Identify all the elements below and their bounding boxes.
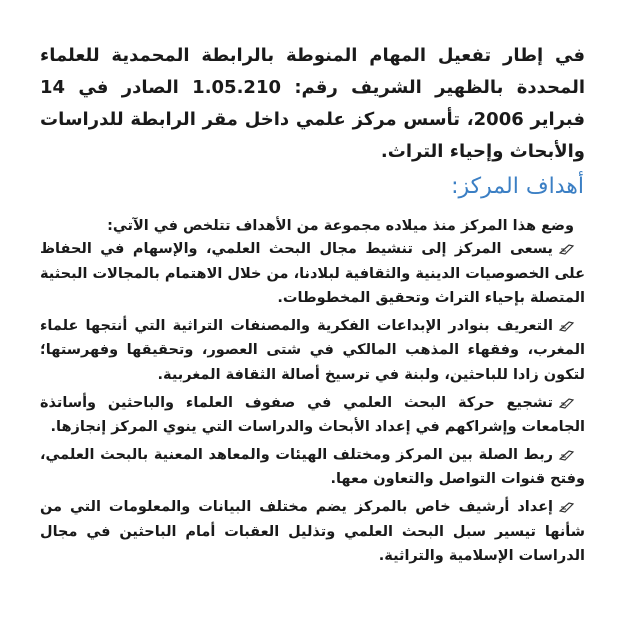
objective-item: [40, 237, 585, 311]
pen-nib-icon: [559, 449, 575, 461]
objectives-lead: وضع هذا المركز منذ ميلاده مجموعة من الأهداف تتلخص في الآتي:: [107, 218, 574, 234]
pen-nib-icon: [559, 243, 575, 255]
objectives-list: [40, 237, 585, 572]
objective-item: [40, 314, 585, 388]
objective-text: إعداد أرشيف خاص بالمركز يضم مختلف البيانات والمعلومات التي من شأنها تيسير سبل البحث العلمي وتذليل العقبات أمام الباحثين في مجال الدراسات الإسلامية والتراثية.: [40, 498, 585, 565]
pen-nib-icon: [559, 320, 575, 332]
objective-text: ربط الصلة بين المركز ومختلف الهيئات والمعاهد المعنية بالبحث العلمي، وفتح قنوات التواصل والتعاون معها.: [40, 446, 585, 488]
objective-item: [40, 495, 585, 569]
objective-text: تشجيع حركة البحث العلمي في صفوف العلماء والباحثين وأساتذة الجامعات وإشراكهم في إعداد الأبحاث والدراسات التي ينوي المركز إنجازها.: [40, 394, 585, 436]
pen-nib-icon: [559, 501, 575, 513]
objective-text: يسعى المركز إلى تنشيط مجال البحث العلمي، والإسهام في الحفاظ على الخصوصيات الدينية والثقافية لبلادنا، من خلال الاهتمام بالمجالات البحثية المتصلة بإحياء التراث وتحقيق المخطوطات.: [40, 241, 585, 307]
pen-nib-icon: [559, 397, 575, 409]
objectives-heading: أهداف المركز:: [451, 174, 584, 199]
intro-paragraph: في إطار تفعيل المهام المنوطة بالرابطة المحمدية للعلماء المحددة بالظهير الشريف رقم: 1.05.210 الصادر في 14 فبراير 2006، تأسس مركز علمي داخل مقر الرابطة للدراسات والأبحاث وإحياء التراث.: [40, 45, 585, 162]
objective-item: [40, 443, 585, 492]
objective-text: التعريف بنوادر الإبداعات الفكرية والمصنفات التراثية التي أنتجها علماء المغرب، وفقهاء المذهب المالكي في شتى العصور، وتحقيقها وفهرستها؛ لتكون زادا للباحثين، ولبنة في ترسيخ أصالة الثقافة المغربية.: [40, 317, 585, 383]
objective-item: [40, 391, 585, 440]
